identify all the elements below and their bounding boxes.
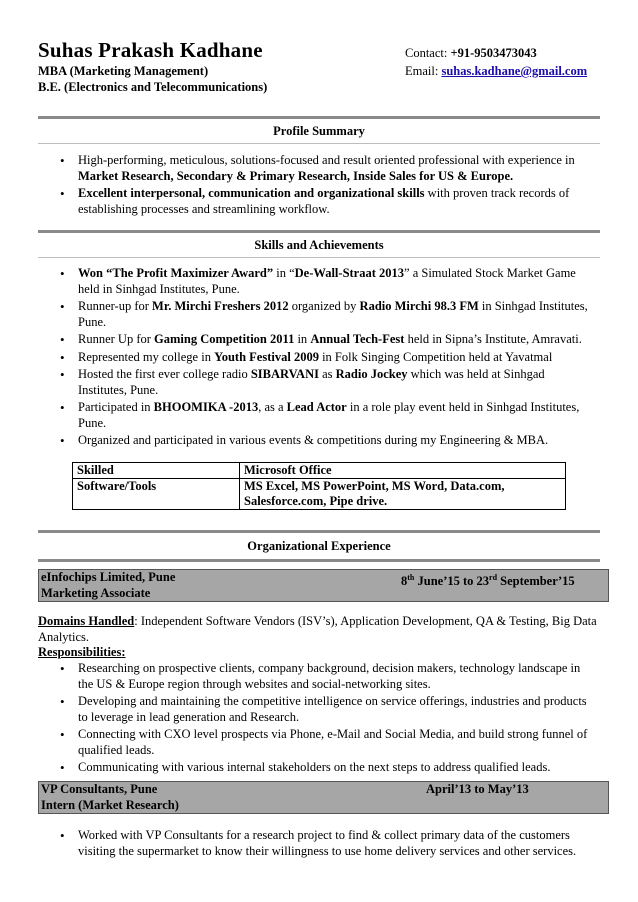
email-link[interactable]: suhas.kadhane@gmail.com [441, 64, 588, 78]
section-divider [38, 530, 600, 533]
table-row [73, 479, 566, 510]
contact-label: Contact: [405, 46, 448, 60]
skills-list [58, 266, 592, 451]
list-item: • Represented my college in Youth Festival 2009 in Folk Singing Competition held at Yavatmal [58, 350, 592, 366]
list-item: • Excellent interpersonal, communication and organizational skills with proven track records of establishing processes and streamlining workflow. [58, 186, 592, 217]
list-item: • Organized and participated in various events & competitions during my Engineering & MBA. [58, 433, 592, 449]
list-item: • Communicating with various internal stakeholders on the next steps to address qualified leads. [58, 760, 592, 776]
list-item: • High-performing, meticulous, solutions-focused and result oriented professional with experience in Market Research, Secondary & Primary Research, Inside Sales for US & Europe. [58, 153, 592, 184]
skills-heading: Skills and Achievements [254, 238, 384, 252]
job-role: Marketing Associate [41, 585, 151, 600]
section-divider [38, 230, 600, 233]
table-row [73, 463, 566, 479]
job-dates: 8th June’15 to 23rd September’15 [401, 573, 575, 589]
domains-label: Domains Handled [38, 614, 135, 628]
company-name: VP Consultants, Pune [41, 782, 158, 796]
table-cell: Skilled [73, 463, 240, 479]
degree-mba: MBA (Marketing Management) [38, 64, 209, 78]
list-item: • Hosted the first ever college radio SIBARVANI as Radio Jockey which was held at Sinhgad Institutes, Pune. [58, 367, 592, 398]
responsibilities-heading: Responsibilities: [38, 645, 126, 659]
list-item: • Participated in BHOOMIKA -2013, as a Lead Actor in a role play event held in Sinhgad Institutes, Pune. [58, 400, 592, 431]
email-label: Email: [405, 64, 439, 78]
skills-table [72, 462, 566, 510]
section-divider [38, 116, 600, 119]
company-name: eInfochips Limited, Pune [41, 570, 176, 584]
list-item: • Won “The Profit Maximizer Award” in “De-Wall-Straat 2013” a Simulated Stock Market Game held in Sinhgad Institutes, Pune. [58, 266, 592, 297]
job-dates: April’13 to May’13 [426, 782, 529, 796]
candidate-name: Suhas Prakash Kadhane [38, 38, 263, 62]
degree-be: B.E. (Electronics and Telecommunications) [38, 80, 268, 94]
domains-handled: Domains Handled: Independent Software Vendors (ISV’s), Application Development, QA & Testing, Big Data Analytics. [38, 614, 597, 644]
section-divider [38, 559, 600, 562]
experience-heading: Organizational Experience [247, 539, 391, 553]
email-line [405, 64, 587, 79]
responsibilities-list [58, 661, 592, 778]
table-cell: Microsoft Office [240, 463, 566, 479]
profile-summary-heading: Profile Summary [273, 124, 365, 138]
list-item: • Runner-up for Mr. Mirchi Freshers 2012 organized by Radio Mirchi 98.3 FM in Sinhgad Institutes, Pune. [58, 299, 592, 330]
list-item: • Connecting with CXO level prospects via Phone, e-Mail and Social Media, and build strong funnel of qualified leads. [58, 727, 592, 758]
section-divider [38, 143, 600, 144]
table-cell: MS Excel, MS PowerPoint, MS Word, Data.com, Salesforce.com, Pipe drive. [240, 479, 566, 510]
section-divider [38, 257, 600, 258]
list-item: • Researching on prospective clients, company background, decision makers, technology landscape in the US & Europe region through websites and social-networking sites. [58, 661, 592, 692]
job-header-einfochips [38, 569, 609, 602]
contact-phone: +91-9503473043 [450, 46, 537, 60]
list-item: • Runner Up for Gaming Competition 2011 in Annual Tech-Fest held in Sipna’s Institute, Amravati. [58, 332, 592, 348]
intern-list [58, 828, 592, 861]
list-item: • Developing and maintaining the competitive intelligence on service offerings, industries and products to leverage in lead generation and Research. [58, 694, 592, 725]
job-role: Intern (Market Research) [41, 797, 179, 812]
contact-line [405, 46, 537, 61]
table-cell: Software/Tools [73, 479, 240, 510]
job-header-vp-consultants [38, 781, 609, 814]
profile-list [58, 153, 592, 219]
list-item: • Worked with VP Consultants for a research project to find & collect primary data of the customers visiting the supermarket to know their willingness to use home delivery services and other services. [58, 828, 592, 859]
